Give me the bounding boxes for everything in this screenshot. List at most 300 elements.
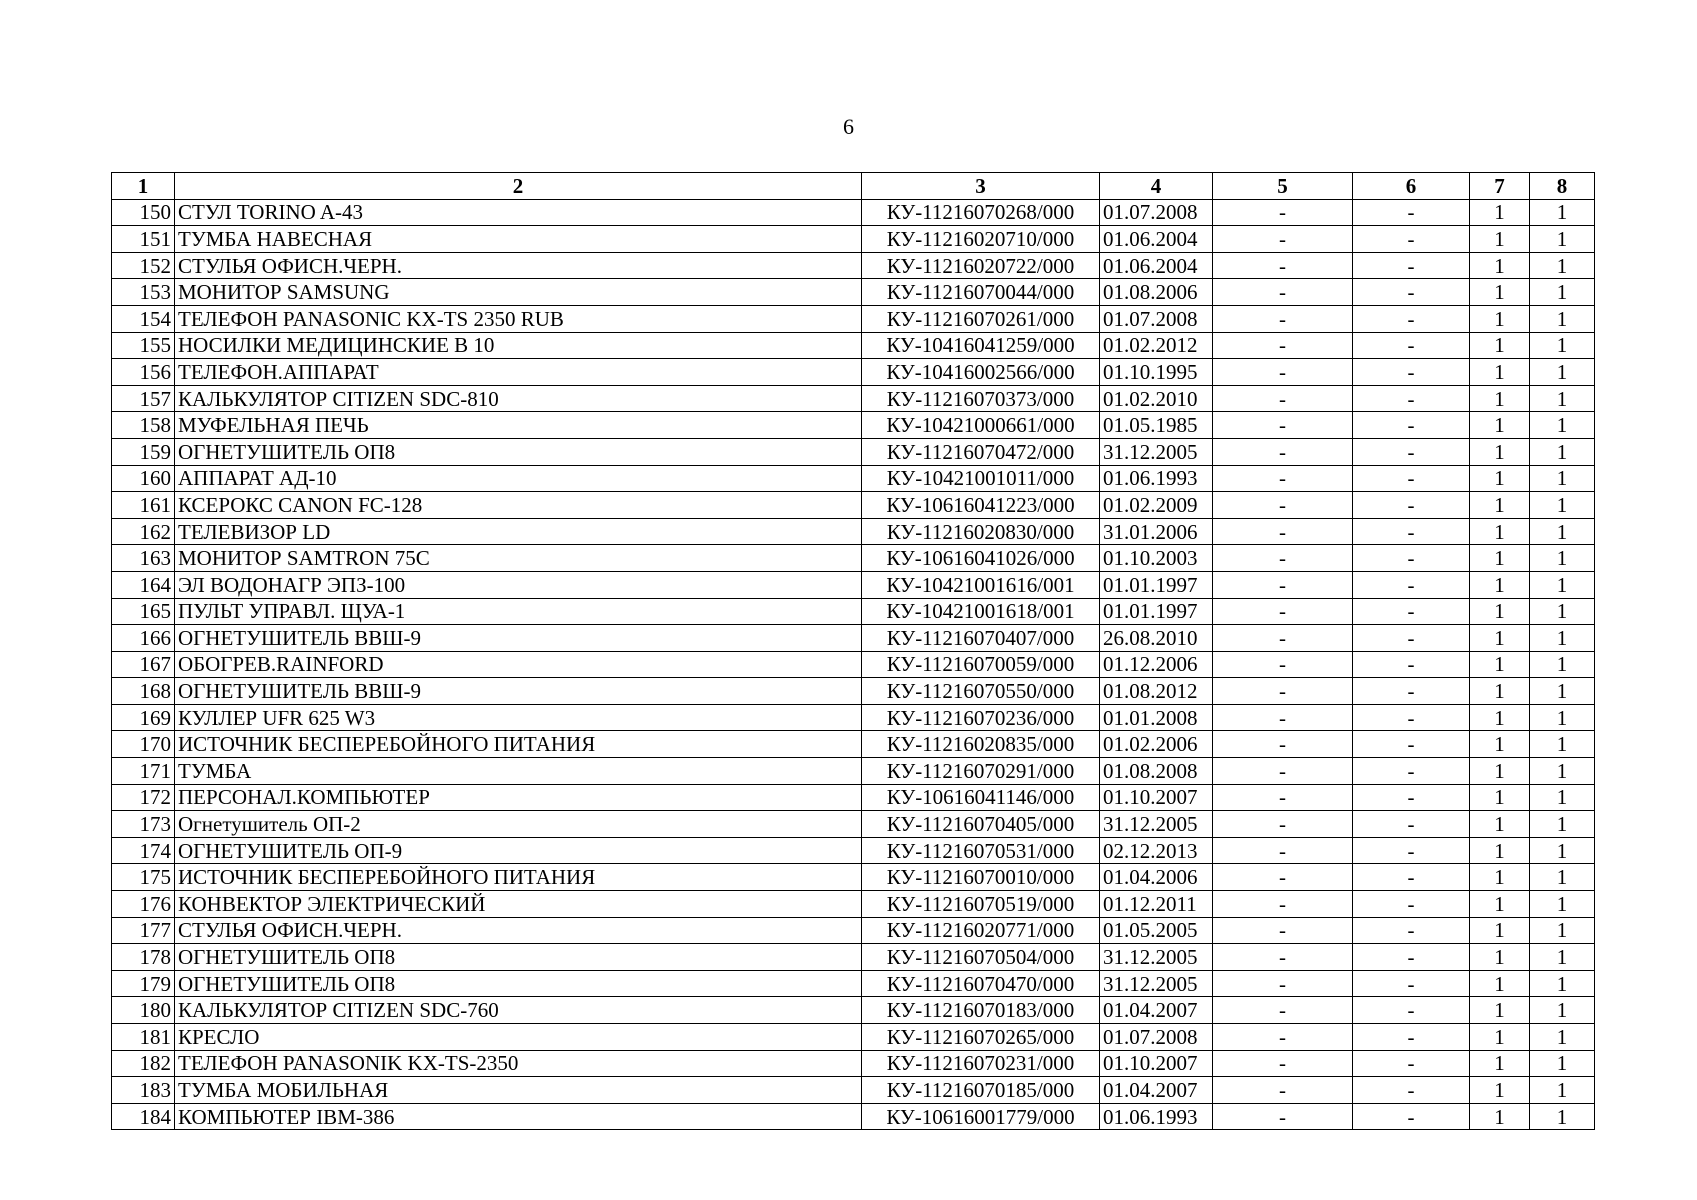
acquisition-date: 01.06.2004 (1100, 252, 1213, 279)
column-5-value: - (1213, 731, 1353, 758)
table-row (112, 837, 1595, 864)
column-header: 6 (1353, 173, 1470, 200)
column-8-value: 1 (1530, 1103, 1595, 1130)
column-5-value: - (1213, 226, 1353, 253)
column-7-value: 1 (1470, 332, 1530, 359)
column-6-value: - (1353, 571, 1470, 598)
row-number: 165 (112, 598, 175, 625)
column-7-value: 1 (1470, 412, 1530, 439)
acquisition-date: 01.10.1995 (1100, 359, 1213, 386)
acquisition-date: 01.07.2008 (1100, 199, 1213, 226)
column-8-value: 1 (1530, 492, 1595, 519)
column-8-value: 1 (1530, 359, 1595, 386)
item-name: ОГНЕТУШИТЕЛЬ ОП8 (175, 438, 862, 465)
table-row (112, 492, 1595, 519)
column-6-value: - (1353, 359, 1470, 386)
table-header (112, 173, 1595, 200)
column-7-value: 1 (1470, 252, 1530, 279)
table-row (112, 279, 1595, 306)
table-row (112, 598, 1595, 625)
row-number: 157 (112, 385, 175, 412)
item-name: ТЕЛЕВИЗОР LD (175, 518, 862, 545)
column-7-value: 1 (1470, 279, 1530, 306)
acquisition-date: 01.02.2009 (1100, 492, 1213, 519)
table-row (112, 438, 1595, 465)
acquisition-date: 31.12.2005 (1100, 944, 1213, 971)
row-number: 166 (112, 625, 175, 652)
acquisition-date: 01.04.2006 (1100, 864, 1213, 891)
column-6-value: - (1353, 1077, 1470, 1104)
acquisition-date: 01.02.2010 (1100, 385, 1213, 412)
column-header: 3 (862, 173, 1100, 200)
table-row (112, 997, 1595, 1024)
table-row (112, 571, 1595, 598)
item-name: Огнетушитель ОП-2 (175, 811, 862, 838)
column-8-value: 1 (1530, 784, 1595, 811)
acquisition-date: 01.04.2007 (1100, 997, 1213, 1024)
column-5-value: - (1213, 837, 1353, 864)
column-5-value: - (1213, 465, 1353, 492)
table-row (112, 1050, 1595, 1077)
table-row (112, 944, 1595, 971)
column-6-value: - (1353, 492, 1470, 519)
inventory-number: КУ-10616041223/000 (862, 492, 1100, 519)
item-name: ТУМБА МОБИЛЬНАЯ (175, 1077, 862, 1104)
column-6-value: - (1353, 412, 1470, 439)
table-row (112, 864, 1595, 891)
table-row (112, 199, 1595, 226)
column-7-value: 1 (1470, 598, 1530, 625)
inventory-number: КУ-11216020835/000 (862, 731, 1100, 758)
row-number: 162 (112, 518, 175, 545)
acquisition-date: 01.12.2006 (1100, 651, 1213, 678)
item-name: ПУЛЬТ УПРАВЛ. ЩУА-1 (175, 598, 862, 625)
column-5-value: - (1213, 784, 1353, 811)
row-number: 152 (112, 252, 175, 279)
row-number: 179 (112, 970, 175, 997)
inventory-number: КУ-11216070185/000 (862, 1077, 1100, 1104)
row-number: 153 (112, 279, 175, 306)
column-8-value: 1 (1530, 1024, 1595, 1051)
acquisition-date: 01.01.1997 (1100, 598, 1213, 625)
item-name: ОГНЕТУШИТЕЛЬ ВВШ-9 (175, 678, 862, 705)
column-8-value: 1 (1530, 518, 1595, 545)
inventory-number: КУ-11216020771/000 (862, 917, 1100, 944)
acquisition-date: 01.02.2006 (1100, 731, 1213, 758)
acquisition-date: 01.10.2007 (1100, 784, 1213, 811)
column-5-value: - (1213, 598, 1353, 625)
inventory-number: КУ-11216070231/000 (862, 1050, 1100, 1077)
row-number: 175 (112, 864, 175, 891)
row-number: 169 (112, 704, 175, 731)
column-5-value: - (1213, 704, 1353, 731)
table-row (112, 731, 1595, 758)
row-number: 177 (112, 917, 175, 944)
column-7-value: 1 (1470, 704, 1530, 731)
inventory-number: КУ-11216070183/000 (862, 997, 1100, 1024)
acquisition-date: 01.08.2008 (1100, 758, 1213, 785)
column-7-value: 1 (1470, 678, 1530, 705)
row-number: 155 (112, 332, 175, 359)
column-5-value: - (1213, 1024, 1353, 1051)
table-row (112, 545, 1595, 572)
acquisition-date: 01.08.2006 (1100, 279, 1213, 306)
column-5-value: - (1213, 970, 1353, 997)
column-7-value: 1 (1470, 465, 1530, 492)
column-6-value: - (1353, 891, 1470, 918)
column-6-value: - (1353, 704, 1470, 731)
row-number: 159 (112, 438, 175, 465)
item-name: НОСИЛКИ МЕДИЦИНСКИЕ В 10 (175, 332, 862, 359)
column-6-value: - (1353, 864, 1470, 891)
row-number: 182 (112, 1050, 175, 1077)
table-row (112, 625, 1595, 652)
inventory-number: КУ-11216070265/000 (862, 1024, 1100, 1051)
acquisition-date: 01.02.2012 (1100, 332, 1213, 359)
column-7-value: 1 (1470, 359, 1530, 386)
column-5-value: - (1213, 332, 1353, 359)
column-8-value: 1 (1530, 891, 1595, 918)
column-5-value: - (1213, 944, 1353, 971)
column-5-value: - (1213, 438, 1353, 465)
column-header: 8 (1530, 173, 1595, 200)
inventory-number: КУ-11216070373/000 (862, 385, 1100, 412)
table-row (112, 704, 1595, 731)
row-number: 167 (112, 651, 175, 678)
column-6-value: - (1353, 465, 1470, 492)
column-7-value: 1 (1470, 784, 1530, 811)
row-number: 150 (112, 199, 175, 226)
item-name: МОНИТОР SAMSUNG (175, 279, 862, 306)
acquisition-date: 31.12.2005 (1100, 811, 1213, 838)
column-7-value: 1 (1470, 944, 1530, 971)
table-row (112, 784, 1595, 811)
row-number: 160 (112, 465, 175, 492)
header-row (112, 173, 1595, 200)
inventory-number: КУ-11216020722/000 (862, 252, 1100, 279)
column-5-value: - (1213, 811, 1353, 838)
column-7-value: 1 (1470, 837, 1530, 864)
column-7-value: 1 (1470, 651, 1530, 678)
inventory-number: КУ-11216070059/000 (862, 651, 1100, 678)
inventory-number: КУ-11216070472/000 (862, 438, 1100, 465)
inventory-number: КУ-10616041146/000 (862, 784, 1100, 811)
column-8-value: 1 (1530, 837, 1595, 864)
column-6-value: - (1353, 944, 1470, 971)
column-5-value: - (1213, 545, 1353, 572)
column-6-value: - (1353, 997, 1470, 1024)
acquisition-date: 01.07.2008 (1100, 1024, 1213, 1051)
inventory-number: КУ-10416041259/000 (862, 332, 1100, 359)
column-5-value: - (1213, 758, 1353, 785)
column-7-value: 1 (1470, 811, 1530, 838)
item-name: АППАРАТ АД-10 (175, 465, 862, 492)
column-7-value: 1 (1470, 305, 1530, 332)
acquisition-date: 01.04.2007 (1100, 1077, 1213, 1104)
item-name: СТУЛЬЯ ОФИСН.ЧЕРН. (175, 917, 862, 944)
column-7-value: 1 (1470, 545, 1530, 572)
column-header: 7 (1470, 173, 1530, 200)
column-8-value: 1 (1530, 199, 1595, 226)
column-8-value: 1 (1530, 970, 1595, 997)
acquisition-date: 01.10.2003 (1100, 545, 1213, 572)
column-8-value: 1 (1530, 997, 1595, 1024)
column-7-value: 1 (1470, 385, 1530, 412)
column-5-value: - (1213, 359, 1353, 386)
column-6-value: - (1353, 784, 1470, 811)
inventory-number: КУ-10616001779/000 (862, 1103, 1100, 1130)
item-name: ОГНЕТУШИТЕЛЬ ОП8 (175, 970, 862, 997)
item-name: ТЕЛЕФОН PANASONIC KX-TS 2350 RUB (175, 305, 862, 332)
item-name: КОМПЬЮТЕР IBM-386 (175, 1103, 862, 1130)
column-8-value: 1 (1530, 279, 1595, 306)
column-5-value: - (1213, 997, 1353, 1024)
inventory-number: КУ-10421000661/000 (862, 412, 1100, 439)
inventory-number: КУ-11216070010/000 (862, 864, 1100, 891)
column-8-value: 1 (1530, 598, 1595, 625)
row-number: 151 (112, 226, 175, 253)
column-5-value: - (1213, 1050, 1353, 1077)
item-name: ОГНЕТУШИТЕЛЬ ОП-9 (175, 837, 862, 864)
acquisition-date: 01.10.2007 (1100, 1050, 1213, 1077)
row-number: 163 (112, 545, 175, 572)
table-row (112, 1024, 1595, 1051)
item-name: ТУМБА НАВЕСНАЯ (175, 226, 862, 253)
acquisition-date: 26.08.2010 (1100, 625, 1213, 652)
column-5-value: - (1213, 651, 1353, 678)
column-5-value: - (1213, 252, 1353, 279)
item-name: МОНИТОР SAMTRON 75C (175, 545, 862, 572)
item-name: КАЛЬКУЛЯТОР CITIZEN SDC-760 (175, 997, 862, 1024)
column-8-value: 1 (1530, 1050, 1595, 1077)
item-name: ИСТОЧНИК БЕСПЕРЕБОЙНОГО ПИТАНИЯ (175, 731, 862, 758)
table-row (112, 970, 1595, 997)
table-row (112, 412, 1595, 439)
column-8-value: 1 (1530, 305, 1595, 332)
column-5-value: - (1213, 1077, 1353, 1104)
table-row (112, 891, 1595, 918)
column-7-value: 1 (1470, 970, 1530, 997)
table-row (112, 1077, 1595, 1104)
column-7-value: 1 (1470, 518, 1530, 545)
column-7-value: 1 (1470, 758, 1530, 785)
item-name: ТУМБА (175, 758, 862, 785)
column-8-value: 1 (1530, 226, 1595, 253)
column-7-value: 1 (1470, 1050, 1530, 1077)
column-6-value: - (1353, 1103, 1470, 1130)
row-number: 171 (112, 758, 175, 785)
column-5-value: - (1213, 412, 1353, 439)
item-name: ПЕРСОНАЛ.КОМПЬЮТЕР (175, 784, 862, 811)
column-7-value: 1 (1470, 438, 1530, 465)
table-row (112, 385, 1595, 412)
table-row (112, 305, 1595, 332)
table-row (112, 678, 1595, 705)
column-6-value: - (1353, 332, 1470, 359)
item-name: КРЕСЛО (175, 1024, 862, 1051)
column-7-value: 1 (1470, 492, 1530, 519)
column-header: 5 (1213, 173, 1353, 200)
column-8-value: 1 (1530, 332, 1595, 359)
column-7-value: 1 (1470, 571, 1530, 598)
column-8-value: 1 (1530, 651, 1595, 678)
column-5-value: - (1213, 917, 1353, 944)
column-8-value: 1 (1530, 438, 1595, 465)
column-header: 2 (175, 173, 862, 200)
inventory-number: КУ-11216070236/000 (862, 704, 1100, 731)
row-number: 161 (112, 492, 175, 519)
table-row (112, 758, 1595, 785)
column-7-value: 1 (1470, 1024, 1530, 1051)
row-number: 154 (112, 305, 175, 332)
acquisition-date: 01.06.2004 (1100, 226, 1213, 253)
item-name: КСЕРОКС CANON FC-128 (175, 492, 862, 519)
item-name: КУЛЛЕР UFR 625 W3 (175, 704, 862, 731)
inventory-table (111, 172, 1595, 1130)
row-number: 174 (112, 837, 175, 864)
column-8-value: 1 (1530, 678, 1595, 705)
column-8-value: 1 (1530, 1077, 1595, 1104)
column-8-value: 1 (1530, 385, 1595, 412)
inventory-number: КУ-11216070470/000 (862, 970, 1100, 997)
column-8-value: 1 (1530, 704, 1595, 731)
inventory-number: КУ-11216070531/000 (862, 837, 1100, 864)
column-6-value: - (1353, 226, 1470, 253)
acquisition-date: 02.12.2013 (1100, 837, 1213, 864)
inventory-number: КУ-11216070407/000 (862, 625, 1100, 652)
item-name: ОГНЕТУШИТЕЛЬ ВВШ-9 (175, 625, 862, 652)
column-8-value: 1 (1530, 545, 1595, 572)
inventory-number: КУ-11216070550/000 (862, 678, 1100, 705)
inventory-number: КУ-11216070504/000 (862, 944, 1100, 971)
row-number: 184 (112, 1103, 175, 1130)
item-name: ТЕЛЕФОН.АППАРАТ (175, 359, 862, 386)
column-6-value: - (1353, 385, 1470, 412)
column-5-value: - (1213, 864, 1353, 891)
item-name: ИСТОЧНИК БЕСПЕРЕБОЙНОГО ПИТАНИЯ (175, 864, 862, 891)
acquisition-date: 01.06.1993 (1100, 1103, 1213, 1130)
column-6-value: - (1353, 305, 1470, 332)
column-8-value: 1 (1530, 864, 1595, 891)
page-number: 6 (843, 114, 854, 139)
column-6-value: - (1353, 837, 1470, 864)
table-body (112, 199, 1595, 1130)
acquisition-date: 31.01.2006 (1100, 518, 1213, 545)
column-6-value: - (1353, 758, 1470, 785)
column-6-value: - (1353, 970, 1470, 997)
inventory-number: КУ-10421001011/000 (862, 465, 1100, 492)
inventory-number: КУ-11216020830/000 (862, 518, 1100, 545)
item-name: СТУЛ TORINO A-43 (175, 199, 862, 226)
row-number: 181 (112, 1024, 175, 1051)
inventory-number: КУ-10421001618/001 (862, 598, 1100, 625)
column-5-value: - (1213, 678, 1353, 705)
row-number: 176 (112, 891, 175, 918)
column-7-value: 1 (1470, 891, 1530, 918)
column-7-value: 1 (1470, 1103, 1530, 1130)
column-7-value: 1 (1470, 1077, 1530, 1104)
column-5-value: - (1213, 518, 1353, 545)
row-number: 183 (112, 1077, 175, 1104)
table-row (112, 332, 1595, 359)
column-7-value: 1 (1470, 917, 1530, 944)
column-8-value: 1 (1530, 731, 1595, 758)
inventory-number: КУ-11216070268/000 (862, 199, 1100, 226)
column-5-value: - (1213, 625, 1353, 652)
item-name: ЭЛ ВОДОНАГР ЭПЗ-100 (175, 571, 862, 598)
column-5-value: - (1213, 385, 1353, 412)
column-7-value: 1 (1470, 199, 1530, 226)
column-8-value: 1 (1530, 625, 1595, 652)
column-8-value: 1 (1530, 571, 1595, 598)
column-7-value: 1 (1470, 625, 1530, 652)
row-number: 164 (112, 571, 175, 598)
inventory-number: КУ-11216020710/000 (862, 226, 1100, 253)
table-row (112, 226, 1595, 253)
column-5-value: - (1213, 305, 1353, 332)
table-row (112, 252, 1595, 279)
table-row (112, 1103, 1595, 1130)
column-6-value: - (1353, 545, 1470, 572)
item-name: СТУЛЬЯ ОФИСН.ЧЕРН. (175, 252, 862, 279)
table-row (112, 465, 1595, 492)
table-row (112, 518, 1595, 545)
item-name: ОБОГРЕВ.RAINFORD (175, 651, 862, 678)
item-name: ТЕЛЕФОН PANASONIK KX-TS-2350 (175, 1050, 862, 1077)
column-7-value: 1 (1470, 864, 1530, 891)
item-name: МУФЕЛЬНАЯ ПЕЧЬ (175, 412, 862, 439)
column-7-value: 1 (1470, 731, 1530, 758)
column-6-value: - (1353, 678, 1470, 705)
acquisition-date: 01.01.2008 (1100, 704, 1213, 731)
acquisition-date: 01.05.2005 (1100, 917, 1213, 944)
column-8-value: 1 (1530, 811, 1595, 838)
column-8-value: 1 (1530, 465, 1595, 492)
acquisition-date: 31.12.2005 (1100, 970, 1213, 997)
acquisition-date: 01.07.2008 (1100, 305, 1213, 332)
item-name: КОНВЕКТОР ЭЛЕКТРИЧЕСКИЙ (175, 891, 862, 918)
inventory-number: КУ-11216070519/000 (862, 891, 1100, 918)
inventory-number: КУ-11216070405/000 (862, 811, 1100, 838)
acquisition-date: 01.08.2012 (1100, 678, 1213, 705)
inventory-number: КУ-10416002566/000 (862, 359, 1100, 386)
column-8-value: 1 (1530, 412, 1595, 439)
acquisition-date: 31.12.2005 (1100, 438, 1213, 465)
row-number: 158 (112, 412, 175, 439)
column-7-value: 1 (1470, 226, 1530, 253)
column-8-value: 1 (1530, 944, 1595, 971)
row-number: 170 (112, 731, 175, 758)
column-6-value: - (1353, 917, 1470, 944)
acquisition-date: 01.01.1997 (1100, 571, 1213, 598)
item-name: КАЛЬКУЛЯТОР CITIZEN SDC-810 (175, 385, 862, 412)
column-6-value: - (1353, 1050, 1470, 1077)
acquisition-date: 01.05.1985 (1100, 412, 1213, 439)
column-6-value: - (1353, 651, 1470, 678)
column-6-value: - (1353, 279, 1470, 306)
table-row (112, 917, 1595, 944)
column-6-value: - (1353, 438, 1470, 465)
column-header: 4 (1100, 173, 1213, 200)
column-6-value: - (1353, 252, 1470, 279)
column-5-value: - (1213, 492, 1353, 519)
table-row (112, 359, 1595, 386)
column-7-value: 1 (1470, 997, 1530, 1024)
column-5-value: - (1213, 891, 1353, 918)
row-number: 168 (112, 678, 175, 705)
table-row (112, 651, 1595, 678)
column-8-value: 1 (1530, 917, 1595, 944)
